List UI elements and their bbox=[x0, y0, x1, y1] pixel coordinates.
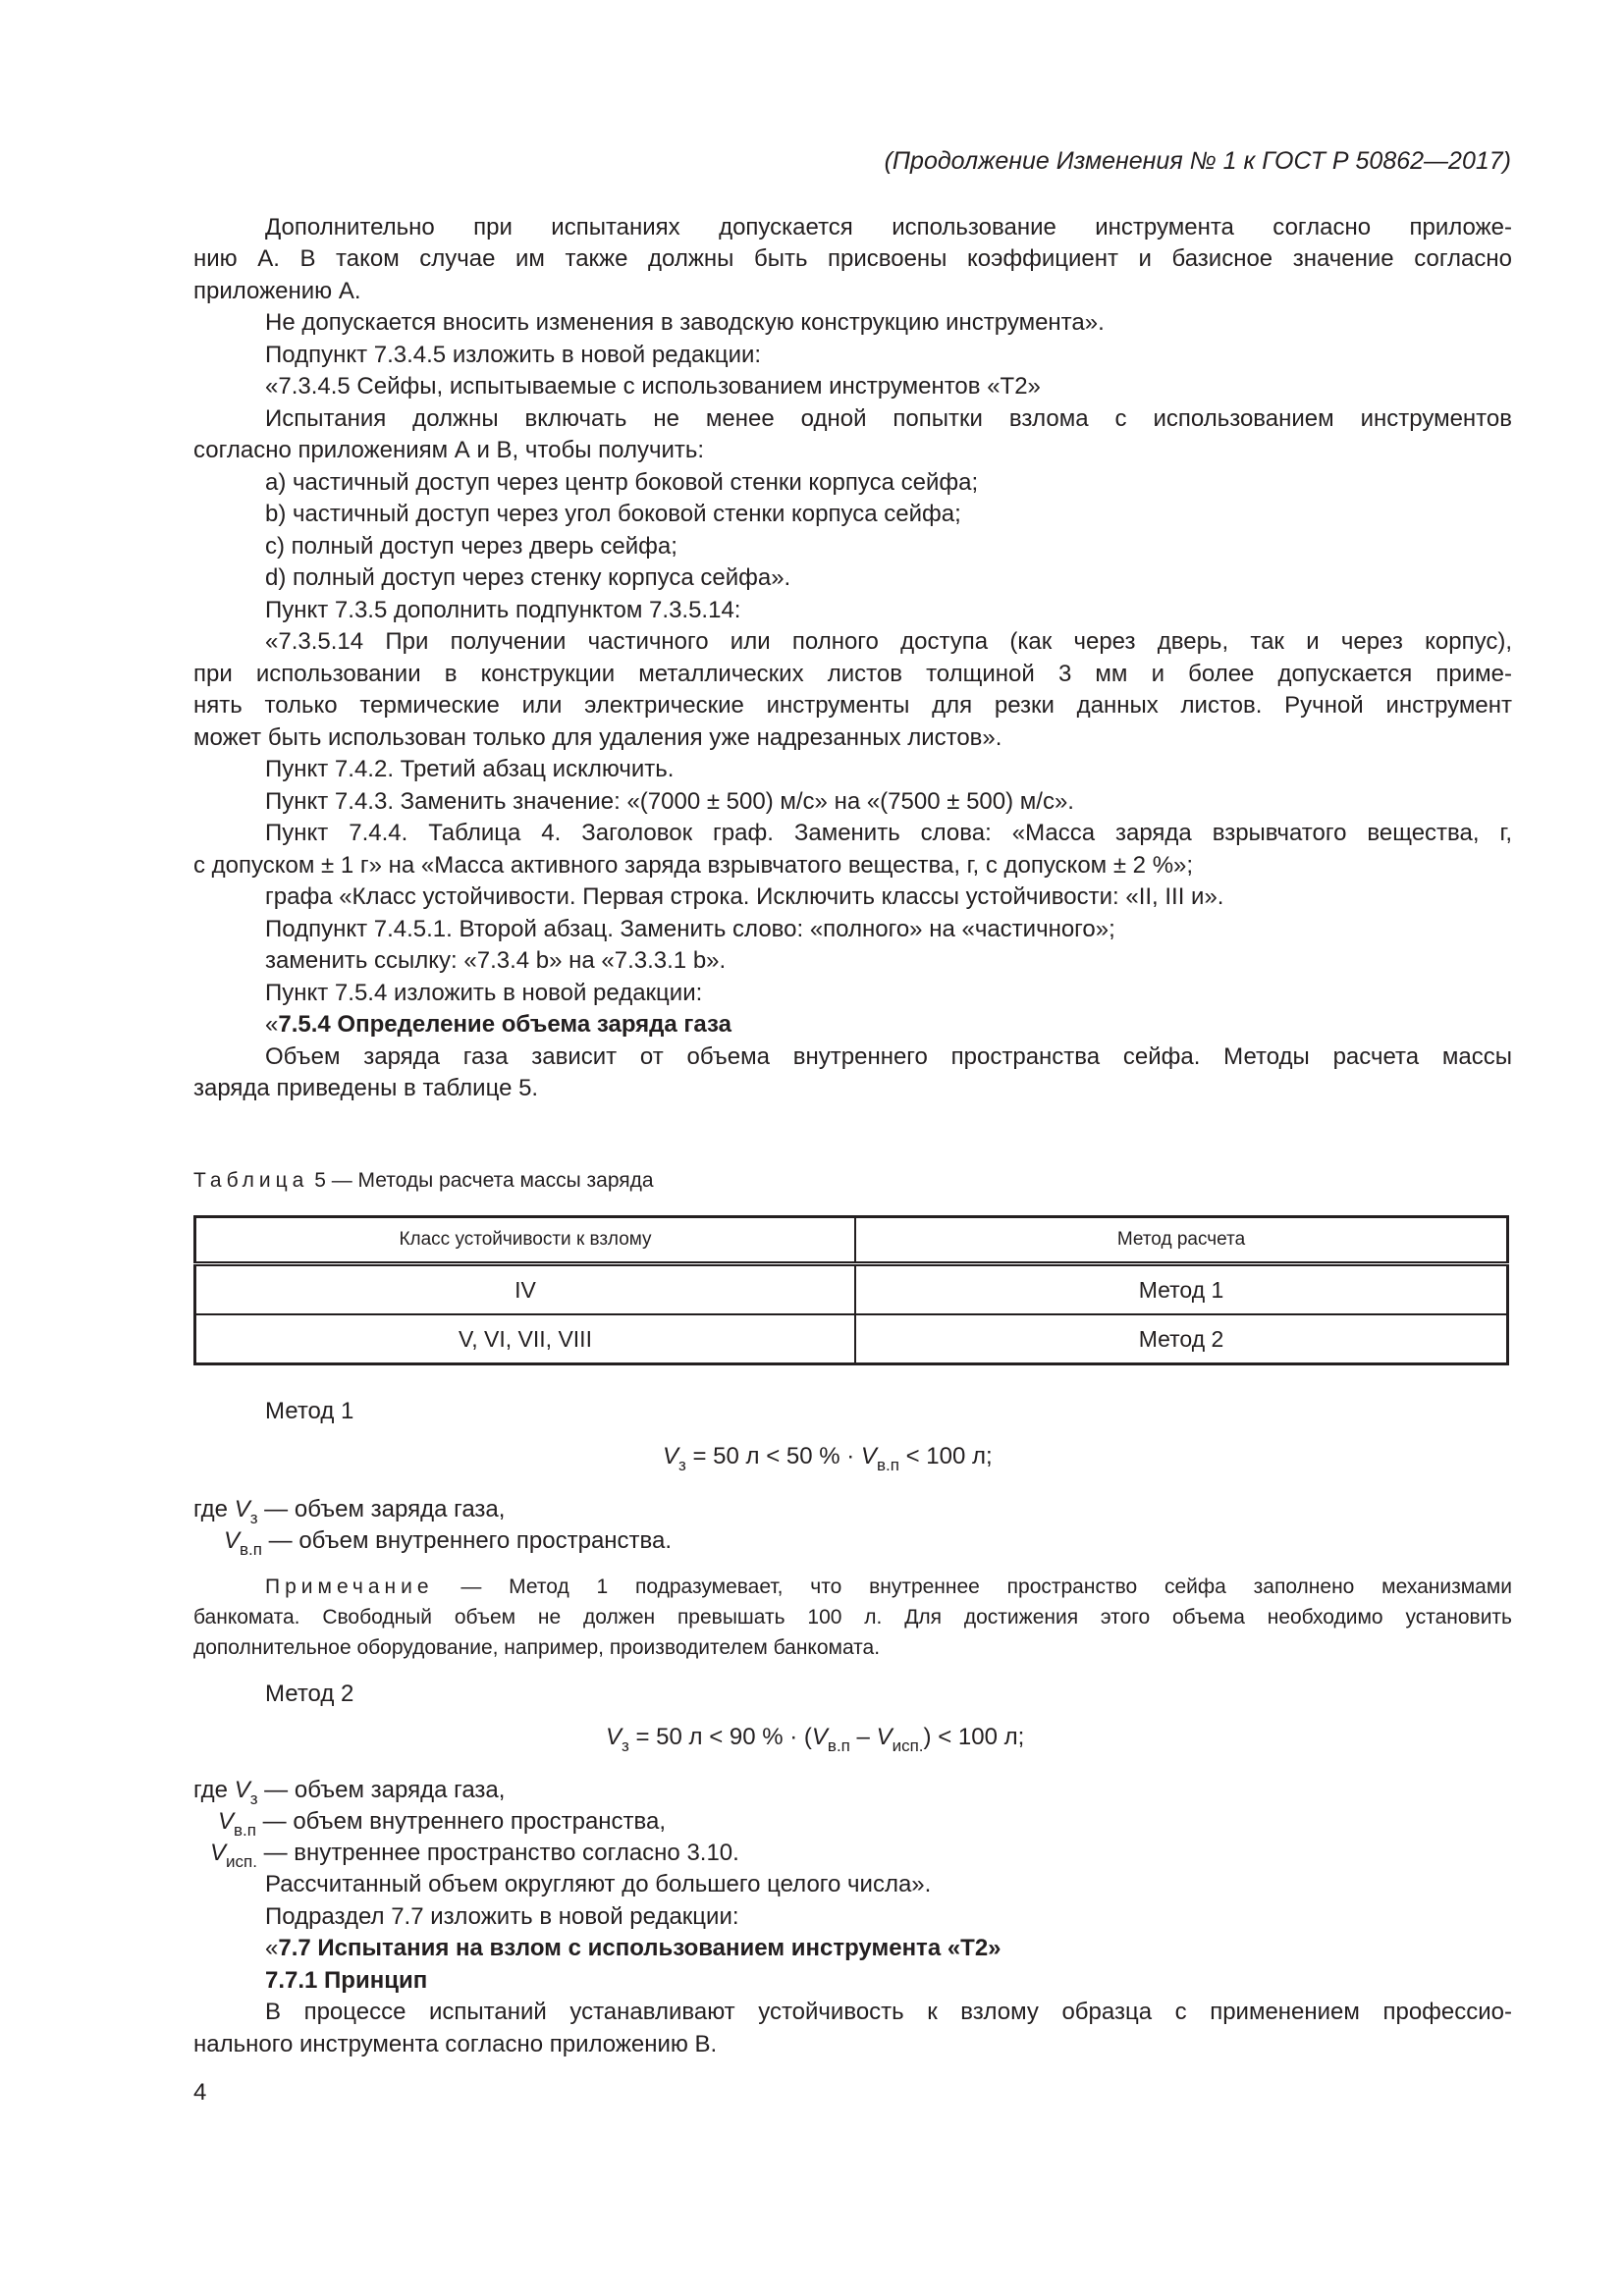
table-cell: V, VI, VII, VIII bbox=[195, 1314, 856, 1364]
table-caption bbox=[193, 1166, 1512, 1196]
paragraph: Рассчитанный объем округляют до большего целого числа». bbox=[265, 1871, 932, 1897]
note-line: дополнительное оборудование, например, производителем банкомата. bbox=[193, 1636, 881, 1659]
table-header-cell: Класс устойчивости к взлому bbox=[195, 1217, 856, 1264]
note-label: Примечание bbox=[265, 1575, 434, 1598]
table-5-methods bbox=[193, 1215, 1509, 1365]
paragraph: Не допускается вносить изменения в заводскую конструкцию инструмента». bbox=[265, 309, 1105, 336]
paragraph-line: нять только термические или электрические инструменты для резки данных листов. Ручной инструмент bbox=[193, 692, 1512, 719]
paragraph-line: с допуском ± 1 г» на «Масса активного заряда взрывчатого вещества, г, с допуском ± 2 %»; bbox=[193, 852, 1194, 879]
where-line: $V_{в.п}$ — объем внутреннего пространства, bbox=[218, 1808, 667, 1840]
quote-mark: « bbox=[265, 1935, 279, 1961]
where-line: где $V_з$ — объем заряда газа, bbox=[193, 1496, 506, 1527]
table-row bbox=[195, 1264, 1508, 1315]
where-line: $V_{исп.}$ — внутреннее пространство согласно 3.10. bbox=[210, 1840, 739, 1871]
heading-text: 7.7 Испытания на взлом с использованием инструмента «Т2» bbox=[278, 1935, 1001, 1961]
heading-text: 7.5.4 Определение объема заряда газа bbox=[278, 1011, 732, 1038]
table-row bbox=[195, 1314, 1508, 1364]
method-1-title: Метод 1 bbox=[265, 1398, 354, 1424]
paragraph: графа «Класс устойчивости. Первая строка. Исключить классы устойчивости: «II, III и». bbox=[265, 883, 1224, 910]
paragraph-line: нального инструмента согласно приложению В. bbox=[193, 2031, 718, 2057]
paragraph-line: Пункт 7.4.4. Таблица 4. Заголовок граф. Заменить слова: «Масса заряда взрывчатого вещества, г, bbox=[265, 820, 1512, 846]
paragraph-line: при использовании в конструкции металлических листов толщиной 3 мм и более допускается приме- bbox=[193, 661, 1512, 687]
section-heading-7-7 bbox=[265, 1933, 1512, 1964]
list-item: b) частичный доступ через угол боковой стенки корпуса сейфа; bbox=[265, 501, 961, 527]
paragraph-line: Испытания должны включать не менее одной попытки взлома с использованием инструментов bbox=[265, 405, 1512, 432]
table-caption-text: 5 — Методы расчета массы заряда bbox=[314, 1169, 654, 1192]
note-line: Примечание — Метод 1 подразумевает, что внутреннее пространство сейфа заполнено механизмами bbox=[265, 1575, 1512, 1598]
paragraph-line: заряда приведены в таблице 5. bbox=[193, 1075, 539, 1101]
paragraph-line: может быть использован только для удаления уже надрезанных листов». bbox=[193, 724, 1002, 751]
paragraph: Пункт 7.3.5 дополнить подпунктом 7.3.5.14: bbox=[265, 597, 741, 623]
table-cell: Метод 2 bbox=[855, 1314, 1508, 1364]
method-2-title: Метод 2 bbox=[265, 1681, 354, 1707]
paragraph: «7.3.4.5 Сейфы, испытываемые с использованием инструментов «Т2» bbox=[265, 373, 1041, 400]
paragraph-line: В процессе испытаний устанавливают устойчивость к взлому образца с применением профессио- bbox=[265, 1999, 1512, 2025]
list-item: d) полный доступ через стенку корпуса сейфа». bbox=[265, 564, 791, 591]
table-header-cell: Метод расчета bbox=[855, 1217, 1508, 1264]
paragraph: Пункт 7.5.4 изложить в новой редакции: bbox=[265, 980, 703, 1006]
formula-method-1: $V_з = 50$ л < 50 % · $V_{в.п} < 100$ л; bbox=[663, 1443, 993, 1474]
table-header-row bbox=[195, 1217, 1508, 1264]
paragraph: Подраздел 7.7 изложить в новой редакции: bbox=[265, 1903, 739, 1930]
running-header: (Продолжение Изменения № 1 к ГОСТ Р 50862—2017) bbox=[884, 147, 1511, 175]
quote-mark: « bbox=[265, 1011, 279, 1038]
paragraph: Подпункт 7.3.4.5 изложить в новой редакции: bbox=[265, 342, 762, 368]
paragraph-line: согласно приложениям А и В, чтобы получить: bbox=[193, 437, 705, 463]
table-cell: Метод 1 bbox=[855, 1264, 1508, 1315]
table-caption-label: Таблица bbox=[193, 1169, 309, 1192]
section-heading-7-7-1: 7.7.1 Принцип bbox=[265, 1967, 428, 1994]
paragraph: Подпункт 7.4.5.1. Второй абзац. Заменить слово: «полного» на «частичного»; bbox=[265, 916, 1115, 942]
paragraph-line: Дополнительно при испытаниях допускается использование инструмента согласно приложе- bbox=[265, 214, 1512, 240]
paragraph: Пункт 7.4.3. Заменить значение: «(7000 ± 500) м/с» на «(7500 ± 500) м/с». bbox=[265, 788, 1074, 815]
note-line: банкомата. Свободный объем не должен превышать 100 л. Для достижения этого объема необходимо установить bbox=[193, 1606, 1512, 1629]
table-cell: IV bbox=[195, 1264, 856, 1315]
paragraph-line: «7.3.5.14 При получении частичного или полного доступа (как через дверь, так и через корпус), bbox=[265, 628, 1512, 655]
paragraph: заменить ссылку: «7.3.4 b» на «7.3.3.1 b». bbox=[265, 947, 727, 974]
section-heading-7-5-4 bbox=[265, 1009, 1512, 1041]
formula-method-2: $V_з = 50$ л < 90 % · $(V_{в.п} - V_{исп.}) < 100$ л; bbox=[606, 1724, 1025, 1755]
paragraph-line: Объем заряда газа зависит от объема внутреннего пространства сейфа. Методы расчета массы bbox=[265, 1043, 1512, 1070]
list-item: a) частичный доступ через центр боковой стенки корпуса сейфа; bbox=[265, 469, 979, 496]
page-number: 4 bbox=[193, 2079, 207, 2106]
where-line: $V_{в.п}$ — объем внутреннего пространства. bbox=[224, 1527, 673, 1559]
paragraph-line: приложению А. bbox=[193, 278, 361, 304]
list-item: c) полный доступ через дверь сейфа; bbox=[265, 533, 677, 560]
paragraph: Пункт 7.4.2. Третий абзац исключить. bbox=[265, 756, 675, 782]
paragraph-line: нию А. В таком случае им также должны быть присвоены коэффициент и базисное значение согласно bbox=[193, 245, 1512, 272]
where-line: где $V_з$ — объем заряда газа, bbox=[193, 1777, 506, 1808]
